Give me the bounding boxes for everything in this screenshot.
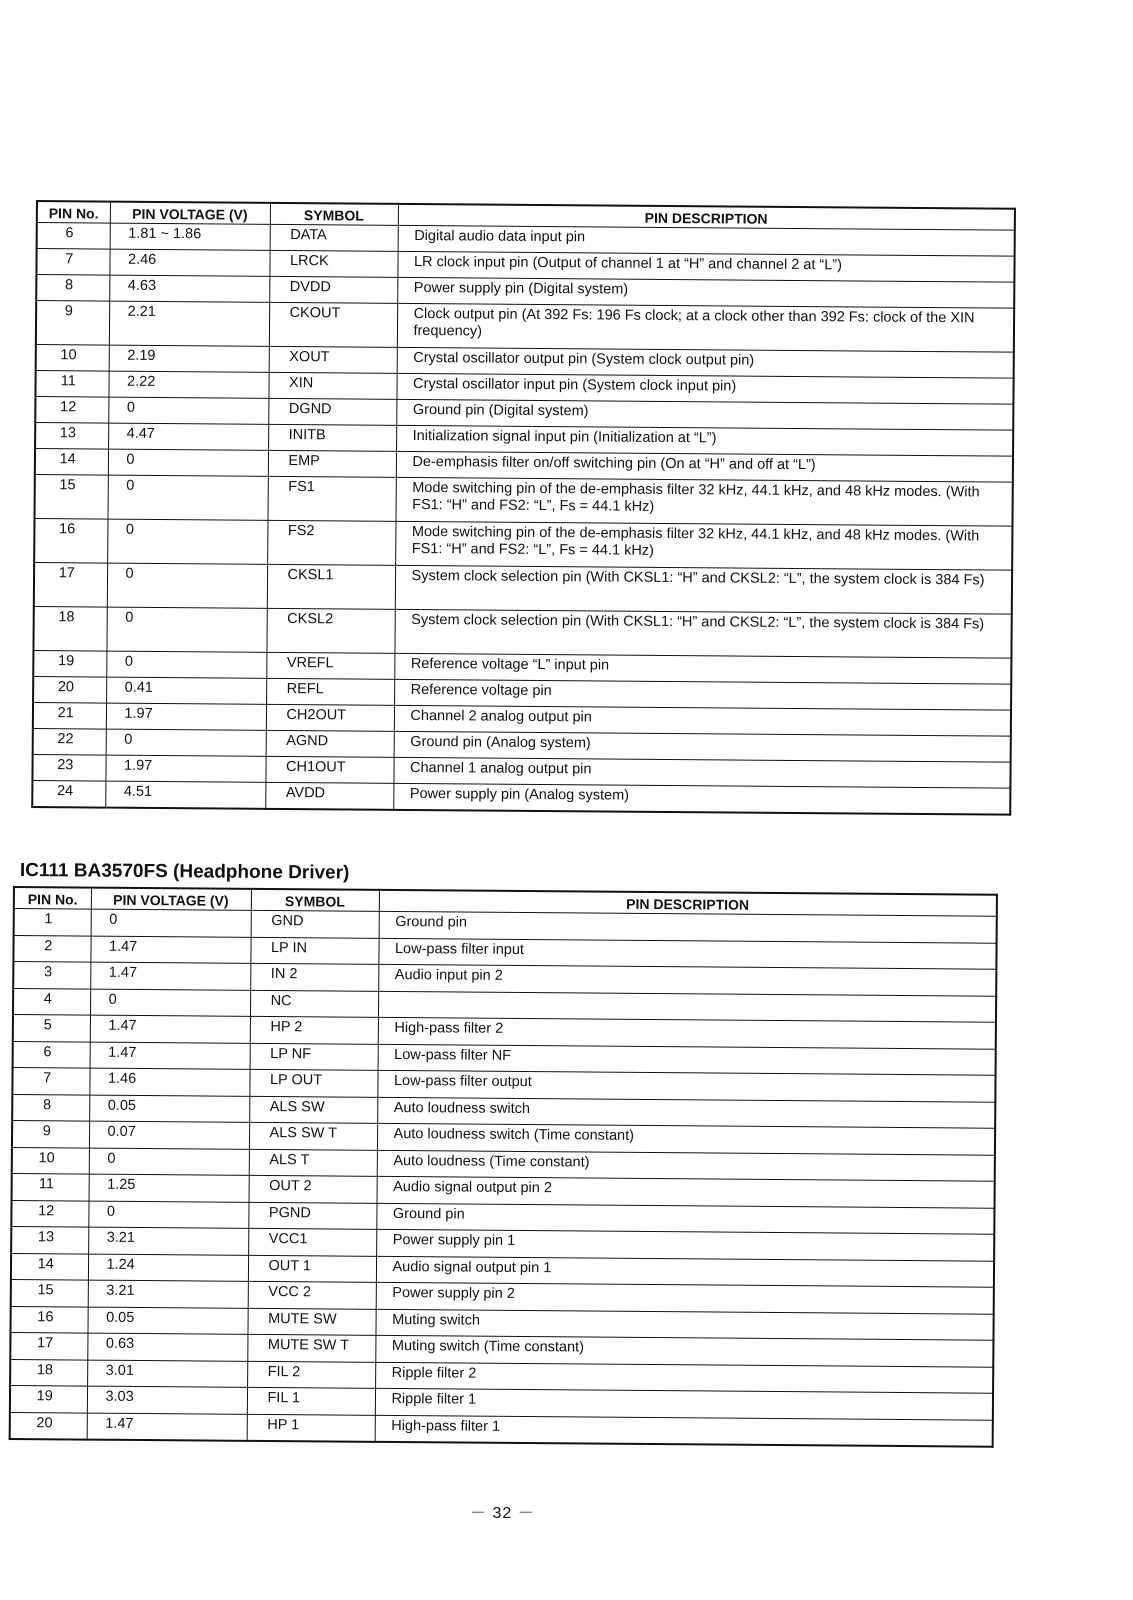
pin-number-cell: 14 [11,1253,88,1280]
symbol-cell: ALS T [249,1149,377,1177]
description-cell: Muting switch (Time constant) [375,1335,993,1366]
pin-voltage-cell: 0 [107,563,267,608]
pin-number-cell: 12 [35,397,108,424]
pin-number-cell: 19 [10,1385,87,1412]
pin-voltage-cell: 4.51 [105,781,265,808]
pin-number-cell: 15 [34,474,107,519]
pin-voltage-cell: 4.63 [109,275,269,302]
pin-voltage-cell: 0 [106,729,266,756]
description-cell: Ground pin [376,1203,994,1234]
pin-number-cell: 11 [35,371,108,398]
description-cell: Muting switch [375,1309,993,1340]
symbol-cell: GND [251,910,379,938]
pin-voltage-cell: 0.07 [89,1121,249,1149]
pin-number-cell: 14 [35,449,108,476]
pin-voltage-cell: 3.21 [88,1227,248,1255]
symbol-cell: ALS SW [249,1096,377,1124]
pin-table-1 [31,200,1016,815]
pin-number-cell: 9 [12,1121,89,1148]
description-cell: Ground pin (Digital system) [396,399,1013,430]
symbol-cell: DATA [270,224,398,251]
description-cell: Power supply pin (Analog system) [393,783,1010,814]
pin-number-cell: 22 [33,728,106,755]
symbol-cell: OUT 1 [248,1255,376,1283]
symbol-cell: VCC 2 [248,1281,376,1309]
symbol-cell: REFL [266,678,394,705]
symbol-cell: NC [250,990,378,1018]
description-cell: Ripple filter 2 [375,1362,993,1393]
header-pin-no: PIN No. [37,201,110,223]
pin-voltage-cell: 0.05 [89,1095,249,1123]
pin-number-cell: 23 [32,754,105,781]
symbol-cell: FIL 1 [247,1387,375,1415]
description-cell: Channel 1 analog output pin [393,757,1010,788]
pin-voltage-cell: 1.47 [87,1413,247,1441]
symbol-cell: EMP [268,450,396,477]
description-cell: Mode switching pin of the de-emphasis filter 32 kHz, 44.1 kHz, and 48 kHz modes. (With FS1: “H” and FS2: “L”, Fs = 44.1 kHz) [395,477,1012,526]
pin-voltage-cell: 0 [91,909,251,937]
symbol-cell: LP NF [250,1043,378,1071]
table-row [36,301,1014,353]
symbol-cell: VREFL [266,652,394,679]
symbol-cell: CH1OUT [265,756,393,783]
description-cell: Low-pass filter output [377,1070,995,1101]
pin-voltage-cell: 0 [106,651,266,678]
symbol-cell: LRCK [269,250,397,277]
section-title: IC111 BA3570FS (Headphone Driver) [19,860,350,884]
symbol-cell: CH2OUT [266,704,394,731]
pin-voltage-cell: 0 [107,519,267,564]
pin-number-cell: 24 [32,780,105,807]
description-cell: Reference voltage “L” input pin [394,653,1011,684]
page-number: － 32 － [470,1505,535,1522]
symbol-cell: FS1 [267,476,395,521]
symbol-cell: DGND [268,398,396,425]
table-row [34,562,1012,614]
header-pin-voltage: PIN VOLTAGE (V) [91,888,251,911]
pin-voltage-cell: 0.05 [87,1307,247,1335]
description-cell: System clock selection pin (With CKSL1: “H” and CKSL2: “L”, the system clock is 384 Fs) [395,565,1012,614]
description-cell: Audio input pin 2 [378,964,996,995]
pin-number-cell: 8 [12,1094,89,1121]
pin-voltage-cell: 1.47 [90,962,250,990]
pin-voltage-cell: 1.47 [90,1015,250,1043]
pin-number-cell: 20 [10,1412,87,1439]
header-pin-voltage: PIN VOLTAGE (V) [110,202,270,225]
pin-number-cell: 15 [11,1279,88,1306]
description-cell: Auto loudness switch (Time constant) [377,1123,995,1154]
pin-voltage-cell: 0 [108,449,268,476]
pin-number-cell: 18 [10,1359,87,1386]
symbol-cell: MUTE SW T [247,1334,375,1362]
symbol-cell: DVDD [269,276,397,303]
pin-number-cell: 1 [14,909,91,936]
pin-number-cell: 7 [36,249,109,276]
pin-voltage-cell: 4.47 [108,423,268,450]
pin-voltage-cell: 2.46 [109,249,269,276]
symbol-cell: OUT 2 [249,1175,377,1203]
pin-number-cell: 17 [10,1332,87,1359]
pin-number-cell: 21 [33,702,106,729]
symbol-cell: IN 2 [250,963,378,991]
symbol-cell: MUTE SW [247,1308,375,1336]
pin-voltage-cell: 0 [108,397,268,424]
symbol-cell: AGND [266,730,394,757]
symbol-cell: LP IN [250,937,378,965]
symbol-cell: PGND [248,1202,376,1230]
description-cell: Channel 2 analog output pin [394,705,1011,736]
pin-voltage-cell: 1.97 [106,703,266,730]
pin-voltage-cell: 3.03 [87,1386,247,1414]
pin-voltage-cell: 0 [107,475,267,520]
description-cell: Crystal oscillator input pin (System clock input pin) [396,373,1013,404]
pin-voltage-cell: 1.24 [88,1254,248,1282]
pin-table-2 [9,886,998,1447]
description-cell: High-pass filter 2 [378,1017,996,1048]
pin-number-cell: 10 [12,1147,89,1174]
description-cell: Digital audio data input pin [398,225,1015,256]
description-cell: Crystal oscillator output pin (System clock output pin) [397,347,1014,378]
description-cell: Ripple filter 1 [375,1388,993,1419]
pin-voltage-cell: 1.25 [89,1174,249,1202]
symbol-cell: INITB [268,424,396,451]
pin-number-cell: 3 [13,962,90,989]
description-cell: Power supply pin (Digital system) [397,277,1014,308]
description-cell: Mode switching pin of the de-emphasis filter 32 kHz, 44.1 kHz, and 48 kHz modes. (With FS1: “H” and FS2: “L”, Fs = 44.1 kHz) [395,521,1012,570]
pin-number-cell: 8 [36,275,109,302]
header-symbol: SYMBOL [270,203,398,226]
header-pin-no: PIN No. [14,887,91,909]
description-cell: Initialization signal input pin (Initialization at “L”) [396,425,1013,456]
pin-voltage-cell: 1.47 [90,1042,250,1070]
pin-voltage-cell: 1.97 [105,755,265,782]
description-cell: LR clock input pin (Output of channel 1 at “H” and channel 2 at “L”) [397,251,1014,282]
symbol-cell: VCC1 [248,1228,376,1256]
header-pin-description: PIN DESCRIPTION [379,890,997,916]
pin-number-cell: 6 [13,1041,90,1068]
pin-voltage-cell: 1.81 ~ 1.86 [110,223,270,250]
pin-number-cell: 2 [13,935,90,962]
pin-number-cell: 20 [33,676,106,703]
symbol-cell: CKOUT [269,302,397,347]
symbol-cell: XIN [268,372,396,399]
pin-number-cell: 4 [13,988,90,1015]
pin-number-cell: 19 [33,650,106,677]
pin-voltage-cell: 0 [88,1201,248,1229]
pin-voltage-cell: 2.19 [109,345,269,372]
pin-number-cell: 5 [13,1015,90,1042]
description-cell: Clock output pin (At 392 Fs: 196 Fs clock; at a clock other than 392 Fs: clock of the XIN frequency) [397,303,1014,352]
header-pin-description: PIN DESCRIPTION [398,204,1015,230]
pin-number-cell: 12 [11,1200,88,1227]
pin-number-cell: 6 [37,223,110,250]
description-cell: Audio signal output pin 1 [376,1256,994,1287]
symbol-cell: FIL 2 [247,1361,375,1389]
table-row [33,606,1011,658]
table-row [34,474,1012,526]
symbol-cell: CKSL2 [266,608,394,653]
pin-voltage-cell: 0 [90,989,250,1017]
symbol-cell: CKSL1 [267,564,395,609]
description-cell: Low-pass filter input [378,938,996,969]
description-cell: Power supply pin 1 [376,1229,994,1260]
symbol-cell: HP 1 [247,1414,375,1442]
pin-voltage-cell: 0.41 [106,677,266,704]
description-cell: Ground pin [379,911,997,942]
description-cell: Low-pass filter NF [378,1044,996,1075]
pin-number-cell: 7 [12,1068,89,1095]
pin-number-cell: 16 [10,1306,87,1333]
pin-voltage-cell: 2.22 [108,371,268,398]
pin-voltage-cell: 3.01 [87,1360,247,1388]
description-cell: Reference voltage pin [394,679,1011,710]
pin-voltage-cell: 1.46 [89,1068,249,1096]
pin-number-cell: 11 [12,1173,89,1200]
description-cell: Auto loudness switch [377,1097,995,1128]
pin-voltage-cell: 0 [106,607,266,652]
pin-number-cell: 17 [34,562,107,607]
pin-number-cell: 13 [35,423,108,450]
description-cell: System clock selection pin (With CKSL1: “H” and CKSL2: “L”, the system clock is 384 Fs) [394,609,1011,658]
description-cell: Auto loudness (Time constant) [377,1150,995,1181]
description-cell: Ground pin (Analog system) [394,731,1011,762]
description-cell: Audio signal output pin 2 [377,1176,995,1207]
symbol-cell: XOUT [269,346,397,373]
description-cell: Power supply pin 2 [376,1282,994,1313]
header-symbol: SYMBOL [251,889,379,912]
pin-voltage-cell: 0 [89,1148,249,1176]
pin-voltage-cell: 0.63 [87,1333,247,1361]
table-row [34,518,1012,570]
pin-voltage-cell: 2.21 [109,301,269,346]
symbol-cell: AVDD [265,782,393,809]
pin-number-cell: 13 [11,1226,88,1253]
pin-voltage-cell: 3.21 [88,1280,248,1308]
symbol-cell: FS2 [267,520,395,565]
pin-number-cell: 18 [33,606,106,651]
pin-voltage-cell: 1.47 [90,936,250,964]
symbol-cell: LP OUT [249,1069,377,1097]
pin-number-cell: 16 [34,518,107,563]
symbol-cell: ALS SW T [249,1122,377,1150]
pin-number-cell: 9 [36,301,109,346]
description-cell: De-emphasis filter on/off switching pin (On at “H” and off at “L”) [396,451,1013,482]
symbol-cell: HP 2 [250,1016,378,1044]
pin-number-cell: 10 [36,345,109,372]
description-cell: High-pass filter 1 [375,1415,993,1446]
